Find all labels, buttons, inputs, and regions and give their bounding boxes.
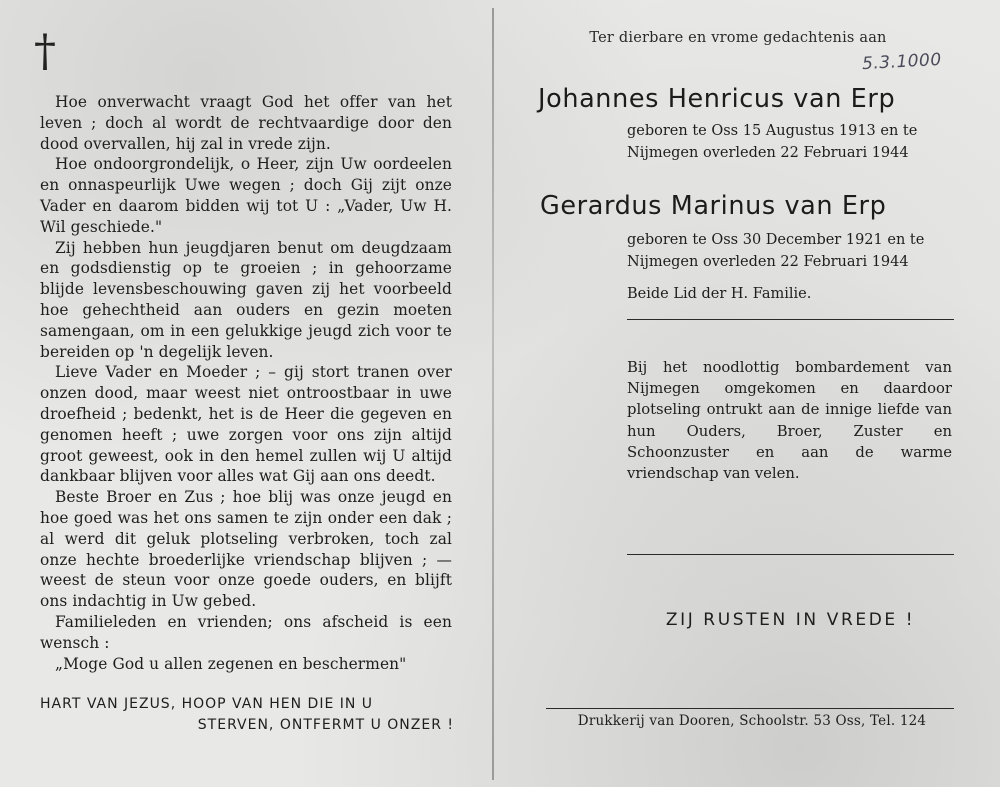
divider [627, 554, 954, 555]
closing-line: ZIJ RUSTEN IN VREDE ! [665, 610, 916, 630]
person2-died: Nijmegen overleden 22 Februari 1944 [627, 254, 909, 270]
prayer-paragraph: Hoe onverwacht vraagt God het offer van het leven ; doch al wordt de rechtvaardige door den dood overvallen, hij zal in vrede zijn. [40, 93, 452, 153]
prayer-paragraph: Zij hebben hun jeugdjaren benut om deugdzaam en godsdienstig op te groeien ; in gehoorzame blijde levensbeschouwing gaven zij het voorbeeld hoe gehechtheid aan ouders en gezin moeten samengaan, om in een gelukkige jeugd zich voor te bereiden op 'n degelijk leven. [40, 238, 452, 361]
person1-died: Nijmegen overleden 22 Februari 1944 [627, 145, 909, 161]
invocation [40, 694, 454, 736]
cross-icon: † [34, 26, 56, 77]
divider [546, 708, 954, 709]
printer-credit: Drukkerij van Dooren, Schoolstr. 53 Oss, Tel. 124 [577, 713, 927, 729]
prayer-paragraph: Hoe ondoorgrondelijk, o Heer, zijn Uw oordeelen en onnaspeurlijk Uwe wegen ; doch Gij zijt onze Vader en daarom bidden wij tot U : „Vader, Uw H. Wil geschiede." [40, 155, 452, 236]
dedication-header: Ter dierbare en vrome gedachtenis aan [589, 30, 887, 46]
person1-name: Johannes Henricus van Erp [538, 84, 896, 114]
circumstance-text: Bij het noodlottig bombardement van Nijmegen omgekomen en daardoor plotseling ontrukt aan de innige liefde van hun Ouders, Broer, Zuster en Schoonzuster en aan de warme vriendschap van velen. [627, 359, 952, 483]
invocation-line-2: STERVEN, ONTFERMT U ONZER ! [197, 717, 454, 733]
right-panel [494, 0, 1000, 787]
divider [627, 319, 954, 320]
person1-born: geboren te Oss 15 Augustus 1913 en te [627, 123, 918, 139]
left-panel [0, 0, 492, 787]
person2-name: Gerardus Marinus van Erp [540, 191, 887, 221]
invocation-line-1: HART VAN JEZUS, HOOP VAN HEN DIE IN U [40, 696, 374, 712]
membership-note: Beide Lid der H. Familie. [627, 286, 812, 302]
person1-details [627, 120, 957, 164]
person2-born: geboren te Oss 30 December 1921 en te [627, 232, 925, 248]
person2-details [627, 229, 957, 273]
prayer-paragraph: Beste Broer en Zus ; hoe blij was onze jeugd en hoe goed was het ons samen te zijn onder een dak ; al werd dit geluk plotseling verbroken, toch zal onze hechte broederlijke vriendschap blijven ; — weest de steun voor onze goede ouders, en blijft ons indachtig in Uw gebed. [40, 488, 452, 611]
handwritten-note: 5.3.1000 [861, 49, 943, 75]
blessing-quote: „Moge God u allen zegenen en beschermen" [55, 654, 407, 673]
prayer-paragraph: Lieve Vader en Moeder ; – gij stort tranen over onzen dood, maar weest niet ontroostbaar in uwe droefheid ; bedenkt, het is de Heer die gegeven en genomen heeft ; uwe zorgen voor ons zijn altijd groot geweest, ook in den hemel zullen wij U altijd dankbaar blijven voor alles wat Gij aan ons deedt. [40, 363, 452, 486]
prayer-paragraph: Familieleden en vrienden; ons afscheid is een wensch : [40, 612, 452, 652]
prayer-text [40, 92, 452, 674]
